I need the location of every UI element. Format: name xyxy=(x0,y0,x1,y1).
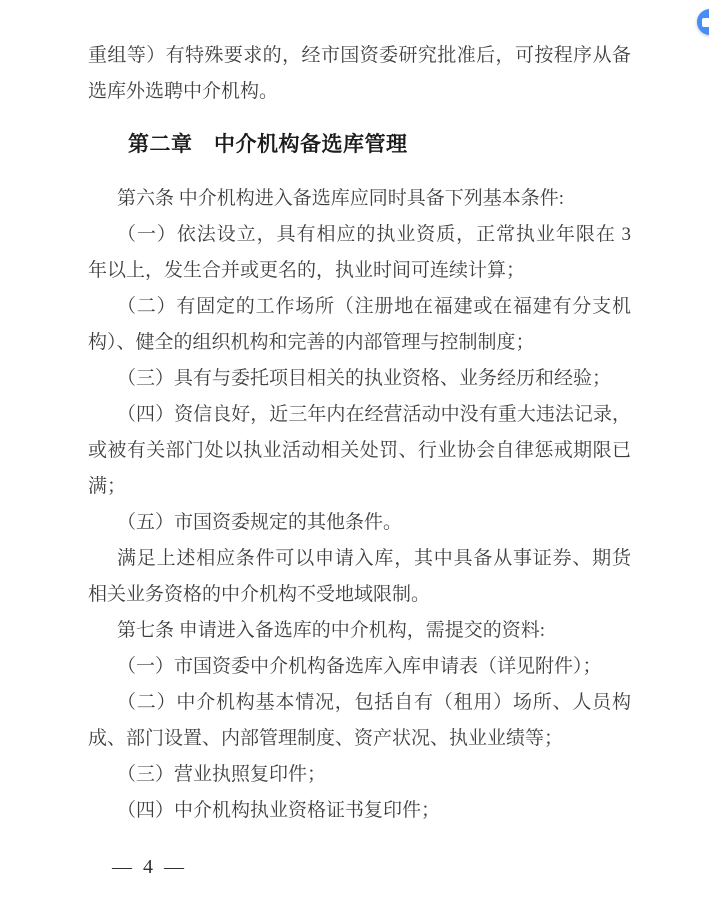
text-line: （三）具有与委托项目相关的执业资格、业务经历和经验； xyxy=(117,368,612,389)
text-line: （一）市国资委中介机构备选库入库申请表（详见附件）； xyxy=(117,656,602,677)
text-line: 相关业务资格的中介机构不受地域限制。 xyxy=(88,584,431,605)
text-line: （五）市国资委规定的其他条件。 xyxy=(117,512,403,533)
text-line: 年以上，发生合并或更名的，执业时间可连续计算； xyxy=(88,260,526,281)
widget-glyph-icon xyxy=(702,18,709,27)
document-page xyxy=(88,38,631,829)
text-line: （三）营业执照复印件； xyxy=(117,764,327,785)
text-line: （二）中介机构基本情况，包括自有（租用）场所、人员构 xyxy=(117,692,631,713)
page-number: — 4 — xyxy=(112,856,187,878)
text-line: 构）、健全的组织机构和完善的内部管理与控制制度； xyxy=(88,332,535,353)
text-line: 重组等）有特殊要求的，经市国资委研究批准后，可按程序从备 xyxy=(88,45,631,66)
text-line: （四）中介机构执业资格证书复印件； xyxy=(117,800,441,821)
text-line: 或被有关部门处以执业活动相关处罚、行业协会自律惩戒期限已 xyxy=(88,440,631,461)
text-line: （四）资信良好，近三年内在经营活动中没有重大违法记录， xyxy=(117,404,631,425)
text-line: 选库外选聘中介机构。 xyxy=(88,81,279,102)
text-line: 成、部门设置、内部管理制度、资产状况、执业业绩等； xyxy=(88,728,564,749)
floating-widget-button[interactable] xyxy=(697,9,709,35)
text-line: （一）依法设立，具有相应的执业资质，正常执业年限在 3 xyxy=(117,224,631,245)
text-line: 满； xyxy=(88,476,127,497)
chapter-heading: 第二章 中介机构备选库管理 xyxy=(128,133,408,156)
text-line: （二）有固定的工作场所（注册地在福建或在福建有分支机 xyxy=(117,296,631,317)
text-line: 第六条 中介机构进入备选库应同时具备下列基本条件: xyxy=(117,188,565,209)
text-line: 第七条 申请进入备选库的中介机构，需提交的资料: xyxy=(117,620,546,641)
text-line: 满足上述相应条件可以申请入库，其中具备从事证券、期货 xyxy=(117,548,631,569)
